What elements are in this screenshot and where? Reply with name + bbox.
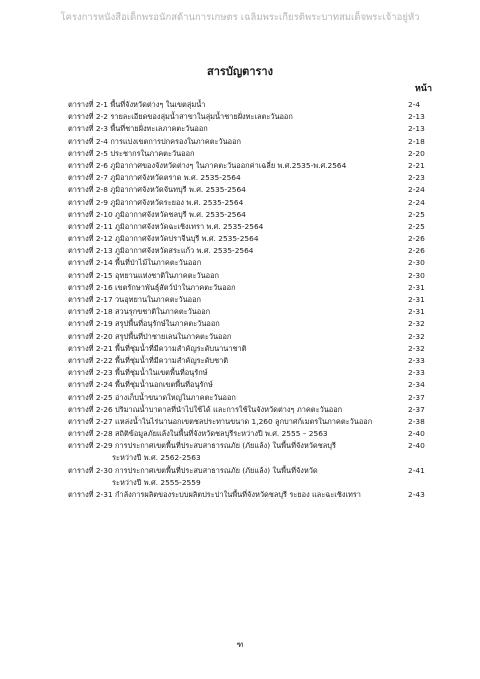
toc-entry[interactable] <box>68 197 434 209</box>
toc-entry[interactable] <box>68 245 434 257</box>
toc-entry-label: ตารางที่ 2-28 สถิติข้อมูลภัยแล้งในพื้นที่จังหวัดชลบุรีระหว่างปี พ.ศ. 2555 – 2563 <box>68 429 328 439</box>
page-column-label: หน้า <box>414 84 432 94</box>
toc-entry-label: ตารางที่ 2-8 ภูมิอากาศจังหวัดจันทบุรี พ.ศ. 2535-2564 <box>68 185 246 195</box>
toc-entry-label: ตารางที่ 2-23 พื้นที่ชุ่มน้ำในเขตพื้นที่อนุรักษ์ <box>68 368 208 378</box>
toc-entry-label: ตารางที่ 2-14 พื้นที่ป่าไม้ในภาคตะวันออก <box>68 258 202 268</box>
toc-entry[interactable] <box>68 172 434 184</box>
toc-entry-label: ตารางที่ 2-25 อ่างเก็บน้ำขนาดใหญ่ในภาคตะวันออก <box>68 392 236 402</box>
toc-entry[interactable] <box>68 111 434 123</box>
toc-entry-label: ตารางที่ 2-3 พื้นที่ชายฝั่งทะเลภาคตะวันออก <box>68 124 208 134</box>
toc-entry-page: 2-30 <box>408 258 425 268</box>
toc-entry[interactable] <box>68 404 434 416</box>
toc-entry[interactable] <box>68 306 434 318</box>
toc-entry[interactable] <box>68 233 434 245</box>
toc-entry-label: ตารางที่ 2-6 ภูมิอากาศของจังหวัดต่างๆ ในภาคตะวันออกค่าเฉลี่ย พ.ศ.2535-พ.ศ.2564 <box>68 160 347 170</box>
toc-entry-page: 2-18 <box>408 136 425 146</box>
toc-entry[interactable] <box>68 489 434 514</box>
toc-entry[interactable] <box>68 148 434 160</box>
toc-entry-label: ตารางที่ 2-5 ประชากรในภาคตะวันออก <box>68 148 195 158</box>
toc-entry-page: 2-30 <box>408 270 425 280</box>
toc-entry-label <box>68 440 408 464</box>
toc-entry[interactable] <box>68 318 434 330</box>
toc-entry[interactable] <box>68 392 434 404</box>
toc-entry-label: ตารางที่ 2-4 การแบ่งเขตการปกครองในภาคตะวันออก <box>68 136 242 146</box>
toc-entry-label: ตารางที่ 2-26 ปริมาณน้ำบาดาลที่นำไปใช้ได้ และการใช้ในจังหวัดต่างๆ ภาคตะวันออก <box>68 404 343 414</box>
toc-entry[interactable] <box>68 379 434 391</box>
toc-entry-page: 2-38 <box>408 416 425 426</box>
toc-entry-page: 2-25 <box>408 221 425 231</box>
toc-entry[interactable] <box>68 428 434 440</box>
toc-entry[interactable] <box>68 257 434 269</box>
toc-entry-label: ตารางที่ 2-15 อุทยานแห่งชาติในภาคตะวันออก <box>68 270 220 280</box>
toc-entry[interactable] <box>68 270 434 282</box>
toc-entry-page: 2-31 <box>408 282 425 292</box>
toc-entry-page: 2-33 <box>408 368 425 378</box>
toc-entry[interactable] <box>68 184 434 196</box>
page-folio: ฑ <box>236 640 244 649</box>
toc-entry-page: 2-32 <box>408 319 425 329</box>
toc-entry[interactable] <box>68 294 434 306</box>
running-header: โครงการหนังสือเด็กพรอนักสด้านการเกษตร เฉลิมพระเกียรติพระบาทสมเด็จพระเจ้าอยู่หัว <box>60 12 420 23</box>
toc-entry-page: 2-31 <box>408 295 425 304</box>
toc-entry-page: 2-24 <box>408 197 425 207</box>
toc-entry-page: 2-40 <box>408 429 425 439</box>
toc-entry-label: ตารางที่ 2-10 ภูมิอากาศจังหวัดชลบุรี พ.ศ. 2535-2564 <box>68 209 246 219</box>
toc-entry-label: ตารางที่ 2-11 ภูมิอากาศจังหวัดฉะเชิงเทรา พ.ศ. 2535-2564 <box>68 221 264 231</box>
toc-entry-page: 2-13 <box>408 124 425 134</box>
toc-entry-page: 2-37 <box>408 404 425 414</box>
toc-entry[interactable] <box>68 465 434 490</box>
toc-entry-page: 2-20 <box>408 148 425 158</box>
toc-entry-label: ตารางที่ 2-18 สวนรุกขชาติในภาคตะวันออก <box>68 307 211 317</box>
toc-entry[interactable] <box>68 440 434 465</box>
toc-entry[interactable] <box>68 416 434 428</box>
toc-entry-page: 2-37 <box>408 392 425 402</box>
toc-entry-label: ตารางที่ 2-22 พื้นที่ชุ่มน้ำที่มีความสำคัญระดับชาติ <box>68 355 229 365</box>
toc-entry-page: 2-25 <box>408 209 425 219</box>
toc-entry-label-line2: ระหว่างปี พ.ศ. 2562-2563 <box>112 453 201 463</box>
toc-entry-label: ตารางที่ 2-24 พื้นที่ชุ่มน้ำนอกเขตพื้นที่อนุรักษ์ <box>68 380 213 390</box>
toc-entry-page: 2-23 <box>408 173 425 183</box>
toc-entry[interactable] <box>68 221 434 233</box>
toc-entry-page: 2-43 <box>408 490 425 500</box>
toc-entry-label: ตารางที่ 2-27 แหล่งน้ำในไร่นานอกเขตชลประทานขนาด 1,260 ลูกบาศก์เมตรในภาคตะวันออก <box>68 416 373 426</box>
toc-entry-label <box>68 465 408 489</box>
toc-entry[interactable] <box>68 367 434 379</box>
toc-entry-page: 2-24 <box>408 185 425 195</box>
toc-entry-label: ตารางที่ 2-1 พื้นที่จังหวัดต่างๆ ในเขตลุ่มน้ำ <box>68 100 206 109</box>
toc-entry-label: ตารางที่ 2-31 กำลังการผลิตของระบบผลิตประปาในพื้นที่จังหวัดชลบุรี ระยอง และฉะเชิงเทรา <box>68 490 361 500</box>
table-of-tables <box>68 99 434 514</box>
toc-entry-label-line1: ตารางที่ 2-29 การประกาศเขตพื้นที่ประสบสาธารณภัย (ภัยแล้ง) ในพื้นที่จังหวัดชลบุรี <box>68 441 336 451</box>
toc-entry-page: 2-26 <box>408 234 425 244</box>
toc-entry-page: 2-21 <box>408 160 425 170</box>
toc-entry-page: 2-40 <box>408 441 425 451</box>
toc-entry-label: ตารางที่ 2-12 ภูมิอากาศจังหวัดปราจีนบุรี พ.ศ. 2535-2564 <box>68 234 259 244</box>
toc-entry[interactable] <box>68 160 434 172</box>
toc-entry-page: 2-41 <box>408 465 425 475</box>
toc-entry[interactable] <box>68 331 434 343</box>
toc-entry[interactable] <box>68 343 434 355</box>
toc-entry-label-line1: ตารางที่ 2-30 การประกาศเขตพื้นที่ประสบสาธารณภัย (ภัยแล้ง) ในพื้นที่จังหวัด <box>68 465 318 475</box>
toc-entry-label: ตารางที่ 2-20 สรุปพื้นที่ป่าชายเลนในภาคตะวันออก <box>68 331 232 341</box>
page-title: สารบัญตาราง <box>207 65 273 78</box>
toc-entry-page: 2-13 <box>408 112 425 122</box>
toc-entry[interactable] <box>68 123 434 135</box>
toc-entry[interactable] <box>68 282 434 294</box>
toc-entry-label: ตารางที่ 2-19 สรุปพื้นที่อนุรักษ์ในภาคตะวันออก <box>68 319 220 329</box>
toc-entry-label: ตารางที่ 2-17 วนอุทยานในภาคตะวันออก <box>68 295 202 304</box>
toc-entry[interactable] <box>68 355 434 367</box>
toc-entry-page: 2-32 <box>408 343 425 353</box>
toc-entry-label-line2: ระหว่างปี พ.ศ. 2555-2559 <box>112 478 201 488</box>
toc-entry-page: 2-26 <box>408 246 425 256</box>
toc-entry-page: 2-34 <box>408 380 425 390</box>
toc-entry-label: ตารางที่ 2-16 เขตรักษาพันธุ์สัตว์ป่าในภาคตะวันออก <box>68 282 236 292</box>
toc-entry-page: 2-32 <box>408 331 425 341</box>
toc-entry-label: ตารางที่ 2-7 ภูมิอากาศจังหวัดตราด พ.ศ. 2535-2564 <box>68 173 241 183</box>
toc-entry[interactable] <box>68 99 434 111</box>
toc-entry-label: ตารางที่ 2-21 พื้นที่ชุ่มน้ำที่มีความสำคัญระดับนานาชาติ <box>68 343 247 353</box>
toc-entry[interactable] <box>68 209 434 221</box>
toc-entry-page: 2-31 <box>408 307 425 317</box>
toc-entry-label: ตารางที่ 2-13 ภูมิอากาศจังหวัดสระแก้ว พ.ศ. 2535-2564 <box>68 246 254 256</box>
toc-entry-label: ตารางที่ 2-2 รายละเอียดของลุ่มน้ำสาขาในลุ่มน้ำชายฝั่งทะเลตะวันออก <box>68 112 293 122</box>
toc-entry-label: ตารางที่ 2-9 ภูมิอากาศจังหวัดระยอง พ.ศ. 2535-2564 <box>68 197 244 207</box>
toc-entry[interactable] <box>68 136 434 148</box>
toc-entry-page: 2-33 <box>408 355 425 365</box>
toc-entry-page: 2-4 <box>408 100 421 109</box>
